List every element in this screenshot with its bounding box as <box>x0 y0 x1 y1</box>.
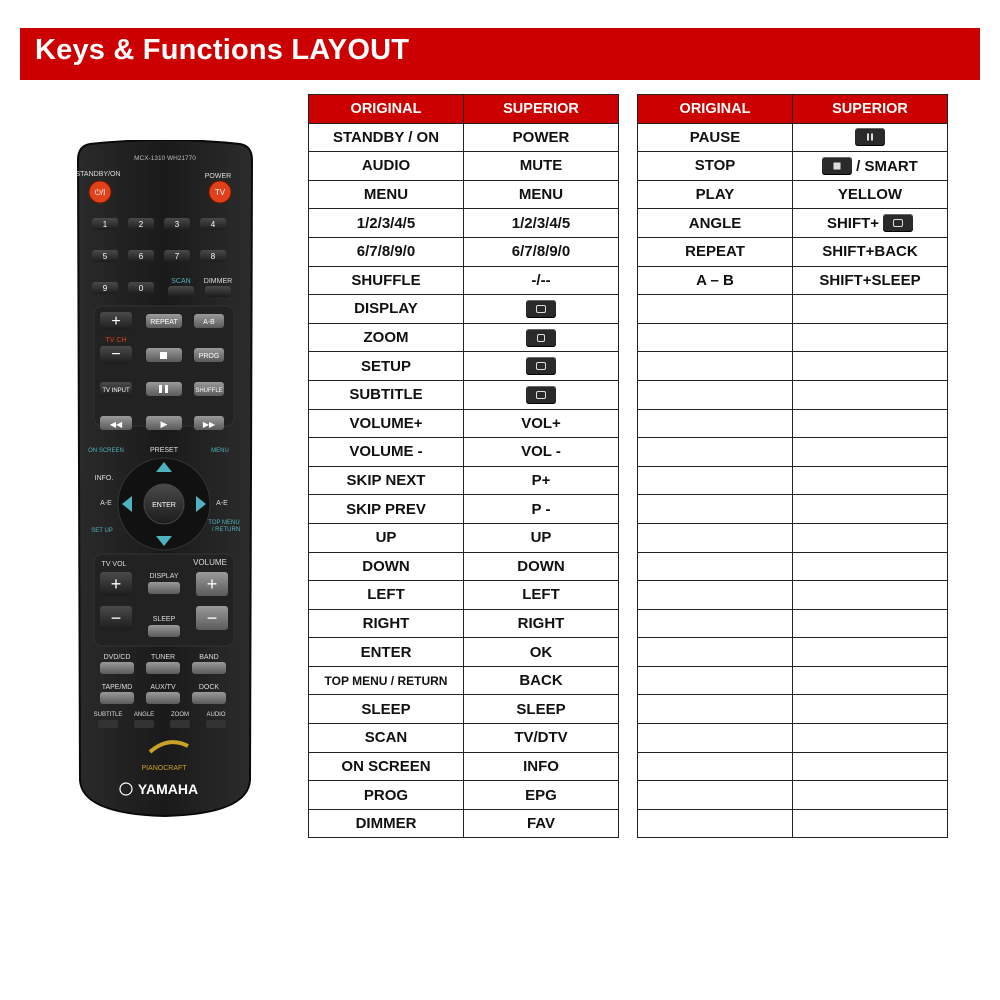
table-row <box>309 237 619 266</box>
empty-cell <box>793 352 948 381</box>
stop-button-icon <box>822 157 852 175</box>
table-row <box>309 809 619 838</box>
empty-cell <box>793 781 948 810</box>
empty-cell <box>793 295 948 324</box>
table-row <box>309 209 619 238</box>
empty-cell <box>793 466 948 495</box>
svg-text:POWER: POWER <box>204 173 232 180</box>
superior-key-cell: 6/7/8/9/0 <box>464 237 619 266</box>
source-button-band[interactable] <box>192 662 226 674</box>
empty-cell <box>638 638 793 667</box>
empty-table-row <box>638 352 948 381</box>
table-row <box>309 581 619 610</box>
empty-cell <box>638 581 793 610</box>
table-row <box>638 123 948 152</box>
svg-text:INFO.: INFO. <box>94 475 114 482</box>
svg-text:−: − <box>206 608 218 628</box>
svg-text:STANDBY/ON: STANDBY/ON <box>75 171 121 178</box>
table-row <box>309 295 619 324</box>
zoom-button-icon <box>526 329 556 347</box>
pause-button-icon <box>855 128 885 146</box>
svg-text:◀◀: ◀◀ <box>109 420 123 429</box>
subtitle-button-icon <box>526 386 556 404</box>
empty-cell <box>638 409 793 438</box>
table-row <box>638 237 948 266</box>
remote-control-image <box>60 140 270 820</box>
empty-table-row <box>638 724 948 753</box>
svg-text:ENTER: ENTER <box>152 502 176 509</box>
table-row <box>638 266 948 295</box>
table-row <box>638 209 948 238</box>
superior-key-cell <box>793 123 948 152</box>
superior-key-cell: BACK <box>464 666 619 695</box>
empty-cell <box>638 666 793 695</box>
superior-key-cell: FAV <box>464 809 619 838</box>
empty-table-row <box>638 438 948 467</box>
table-row <box>309 552 619 581</box>
table-row <box>309 466 619 495</box>
column-header-superior: SUPERIOR <box>464 95 619 124</box>
source-label-tapemd: TAPE/MD <box>101 684 133 691</box>
svg-text:+: + <box>111 313 121 330</box>
svg-text:SUBTITLE: SUBTITLE <box>93 712 123 718</box>
svg-text:⏻/I: ⏻/I <box>94 188 106 197</box>
original-key-cell: DIMMER <box>309 809 464 838</box>
original-key-cell: ZOOM <box>309 323 464 352</box>
digit-label: 5 <box>102 252 108 261</box>
empty-cell <box>793 666 948 695</box>
empty-table-row <box>638 495 948 524</box>
source-button-tuner[interactable] <box>146 662 180 674</box>
empty-cell <box>793 609 948 638</box>
svg-text:SHUFFLE: SHUFFLE <box>195 388 223 394</box>
empty-cell <box>793 752 948 781</box>
svg-text:−: − <box>111 346 121 363</box>
svg-text:+: + <box>206 574 218 594</box>
original-key-cell: STANDBY / ON <box>309 123 464 152</box>
original-key-cell: PLAY <box>638 180 793 209</box>
original-key-cell: MENU <box>309 180 464 209</box>
superior-key-cell <box>464 323 619 352</box>
svg-text:TV INPUT: TV INPUT <box>102 388 130 394</box>
empty-cell <box>793 323 948 352</box>
svg-text:PIANOCRAFT: PIANOCRAFT <box>141 765 187 772</box>
remote-model-label: MCX-1310 WH21770 <box>134 155 196 162</box>
source-label-tuner: TUNER <box>150 654 176 661</box>
digit-label: 1 <box>102 220 108 229</box>
original-key-cell: VOLUME - <box>309 438 464 467</box>
empty-cell <box>793 552 948 581</box>
table-row <box>309 638 619 667</box>
source-label-dvdcd: DVD/CD <box>103 654 131 661</box>
empty-cell <box>793 409 948 438</box>
empty-cell <box>638 609 793 638</box>
empty-table-row <box>638 781 948 810</box>
superior-key-cell <box>464 352 619 381</box>
superior-key-cell <box>793 209 948 238</box>
superior-key-cell: INFO <box>464 752 619 781</box>
empty-cell <box>793 638 948 667</box>
original-key-cell: ENTER <box>309 638 464 667</box>
table-row <box>309 752 619 781</box>
svg-text:TV CH: TV CH <box>105 337 127 344</box>
superior-key-label: SHIFT+ <box>826 214 880 232</box>
table-row <box>638 180 948 209</box>
superior-key-cell: POWER <box>464 123 619 152</box>
superior-key-cell: UP <box>464 523 619 552</box>
original-key-cell: SETUP <box>309 352 464 381</box>
digit-label: 0 <box>138 284 144 293</box>
source-button-dock[interactable] <box>192 692 226 704</box>
svg-text:ON SCREEN: ON SCREEN <box>88 448 124 454</box>
superior-key-cell: OK <box>464 638 619 667</box>
empty-cell <box>638 781 793 810</box>
svg-text:A-E: A-E <box>100 500 112 507</box>
column-header-original: ORIGINAL <box>638 95 793 124</box>
digit-label: 9 <box>102 284 108 293</box>
svg-text:ZOOM: ZOOM <box>171 712 189 718</box>
empty-table-row <box>638 752 948 781</box>
table-row <box>309 180 619 209</box>
svg-text:SLEEP: SLEEP <box>152 616 176 623</box>
original-key-cell: SUBTITLE <box>309 380 464 409</box>
superior-key-cell: SHIFT+SLEEP <box>793 266 948 295</box>
table-row <box>309 409 619 438</box>
pause-button[interactable] <box>146 382 182 396</box>
digit-label: 7 <box>174 252 180 261</box>
svg-text:PRESET: PRESET <box>149 447 179 454</box>
original-key-cell: REPEAT <box>638 237 793 266</box>
table-row <box>309 781 619 810</box>
svg-text:/ RETURN: / RETURN <box>211 527 241 533</box>
empty-table-row <box>638 323 948 352</box>
original-key-cell: LEFT <box>309 581 464 610</box>
superior-key-cell: YELLOW <box>793 180 948 209</box>
superior-key-cell <box>793 152 948 181</box>
svg-text:TOP MENU: TOP MENU <box>208 520 240 526</box>
empty-table-row <box>638 409 948 438</box>
empty-cell <box>793 724 948 753</box>
empty-table-row <box>638 638 948 667</box>
sleep-button[interactable] <box>148 625 180 637</box>
source-button-dvdcd[interactable] <box>100 662 134 674</box>
svg-text:VOLUME: VOLUME <box>193 558 227 567</box>
page-header <box>20 28 980 80</box>
empty-cell <box>638 695 793 724</box>
empty-cell <box>638 724 793 753</box>
svg-text:SET UP: SET UP <box>91 528 113 534</box>
superior-key-cell: P+ <box>464 466 619 495</box>
original-key-cell: RIGHT <box>309 609 464 638</box>
superior-key-cell: -/-- <box>464 266 619 295</box>
digit-label: 3 <box>174 220 180 229</box>
digit-label: 6 <box>138 252 144 261</box>
svg-text:−: − <box>110 608 122 628</box>
digit-label: 4 <box>210 220 216 229</box>
svg-text:SCAN: SCAN <box>171 278 191 285</box>
empty-table-row <box>638 609 948 638</box>
source-label-auxtv: AUX/TV <box>150 684 176 691</box>
empty-cell <box>638 809 793 838</box>
table-row <box>309 123 619 152</box>
superior-key-cell: DOWN <box>464 552 619 581</box>
column-header-superior: SUPERIOR <box>793 95 948 124</box>
empty-cell <box>638 380 793 409</box>
empty-table-row <box>638 581 948 610</box>
svg-text:AUDIO: AUDIO <box>206 712 226 718</box>
table-row <box>309 495 619 524</box>
superior-key-cell: RIGHT <box>464 609 619 638</box>
original-key-cell: SHUFFLE <box>309 266 464 295</box>
svg-text:+: + <box>110 574 122 594</box>
svg-text:DIMMER: DIMMER <box>203 278 233 285</box>
empty-cell <box>638 438 793 467</box>
empty-cell <box>793 495 948 524</box>
display-button-icon <box>526 300 556 318</box>
original-key-cell: UP <box>309 523 464 552</box>
empty-cell <box>638 323 793 352</box>
original-key-cell: SKIP PREV <box>309 495 464 524</box>
superior-key-cell: VOL - <box>464 438 619 467</box>
table-row <box>309 323 619 352</box>
key-mapping-table-right <box>637 94 948 838</box>
superior-key-cell: MENU <box>464 180 619 209</box>
empty-cell <box>638 495 793 524</box>
original-key-cell: ANGLE <box>638 209 793 238</box>
superior-key-cell: TV/DTV <box>464 724 619 753</box>
empty-table-row <box>638 380 948 409</box>
table-row <box>309 352 619 381</box>
superior-key-cell: SLEEP <box>464 695 619 724</box>
svg-text:REPEAT: REPEAT <box>150 319 178 326</box>
yamaha-logo: YAMAHA <box>137 781 199 797</box>
column-header-original: ORIGINAL <box>309 95 464 124</box>
angle-button-icon <box>883 214 913 232</box>
source-label-dock: DOCK <box>198 684 220 691</box>
table-row <box>309 380 619 409</box>
empty-cell <box>638 523 793 552</box>
original-key-cell: PROG <box>309 781 464 810</box>
original-key-cell: SLEEP <box>309 695 464 724</box>
original-key-cell: TOP MENU / RETURN <box>309 666 464 695</box>
superior-key-cell: VOL+ <box>464 409 619 438</box>
setup-button-icon <box>526 357 556 375</box>
original-key-cell: A – B <box>638 266 793 295</box>
superior-key-cell: MUTE <box>464 152 619 181</box>
empty-cell <box>638 295 793 324</box>
empty-table-row <box>638 552 948 581</box>
source-button-tapemd[interactable] <box>100 692 134 704</box>
svg-text:TV: TV <box>214 188 226 197</box>
table-row <box>309 523 619 552</box>
empty-cell <box>638 352 793 381</box>
original-key-cell: PAUSE <box>638 123 793 152</box>
table-row <box>309 438 619 467</box>
empty-cell <box>638 552 793 581</box>
table-row <box>309 266 619 295</box>
svg-text:A-E: A-E <box>216 500 228 507</box>
superior-key-cell: LEFT <box>464 581 619 610</box>
digit-label: 2 <box>138 220 144 229</box>
display-button[interactable] <box>148 582 180 594</box>
original-key-cell: 6/7/8/9/0 <box>309 237 464 266</box>
empty-table-row <box>638 523 948 552</box>
original-key-cell: STOP <box>638 152 793 181</box>
empty-cell <box>793 695 948 724</box>
superior-key-cell: EPG <box>464 781 619 810</box>
superior-key-cell: SHIFT+BACK <box>793 237 948 266</box>
svg-text:ANGLE: ANGLE <box>133 712 155 718</box>
empty-cell <box>793 581 948 610</box>
empty-table-row <box>638 809 948 838</box>
key-mapping-table-left <box>308 94 619 838</box>
original-key-cell: SKIP NEXT <box>309 466 464 495</box>
superior-key-cell: 1/2/3/4/5 <box>464 209 619 238</box>
table-row <box>309 609 619 638</box>
original-key-cell: VOLUME+ <box>309 409 464 438</box>
source-label-band: BAND <box>199 654 219 661</box>
superior-key-cell <box>464 380 619 409</box>
empty-cell <box>793 380 948 409</box>
svg-text:PROG: PROG <box>198 353 220 360</box>
original-key-cell: SCAN <box>309 724 464 753</box>
empty-cell <box>638 752 793 781</box>
original-key-cell: ON SCREEN <box>309 752 464 781</box>
table-row <box>309 152 619 181</box>
svg-text:A-B: A-B <box>203 319 215 326</box>
original-key-cell: AUDIO <box>309 152 464 181</box>
empty-table-row <box>638 666 948 695</box>
empty-cell <box>793 438 948 467</box>
superior-key-label: / SMART <box>856 157 918 175</box>
svg-text:MENU: MENU <box>211 448 229 454</box>
svg-text:TV VOL: TV VOL <box>101 561 127 568</box>
original-key-cell: 1/2/3/4/5 <box>309 209 464 238</box>
empty-cell <box>638 466 793 495</box>
page-title: Keys & Functions LAYOUT <box>35 34 410 66</box>
table-row <box>638 152 948 181</box>
digit-label: 8 <box>210 252 216 261</box>
original-key-cell: DISPLAY <box>309 295 464 324</box>
empty-cell <box>793 809 948 838</box>
empty-table-row <box>638 466 948 495</box>
empty-cell <box>793 523 948 552</box>
empty-table-row <box>638 295 948 324</box>
svg-text:▶: ▶ <box>160 419 168 429</box>
original-key-cell: DOWN <box>309 552 464 581</box>
svg-text:DISPLAY: DISPLAY <box>149 573 179 580</box>
table-row <box>309 724 619 753</box>
table-row <box>309 666 619 695</box>
svg-text:▶▶: ▶▶ <box>202 420 216 429</box>
table-row <box>309 695 619 724</box>
superior-key-cell: P - <box>464 495 619 524</box>
empty-table-row <box>638 695 948 724</box>
source-button-auxtv[interactable] <box>146 692 180 704</box>
superior-key-cell <box>464 295 619 324</box>
